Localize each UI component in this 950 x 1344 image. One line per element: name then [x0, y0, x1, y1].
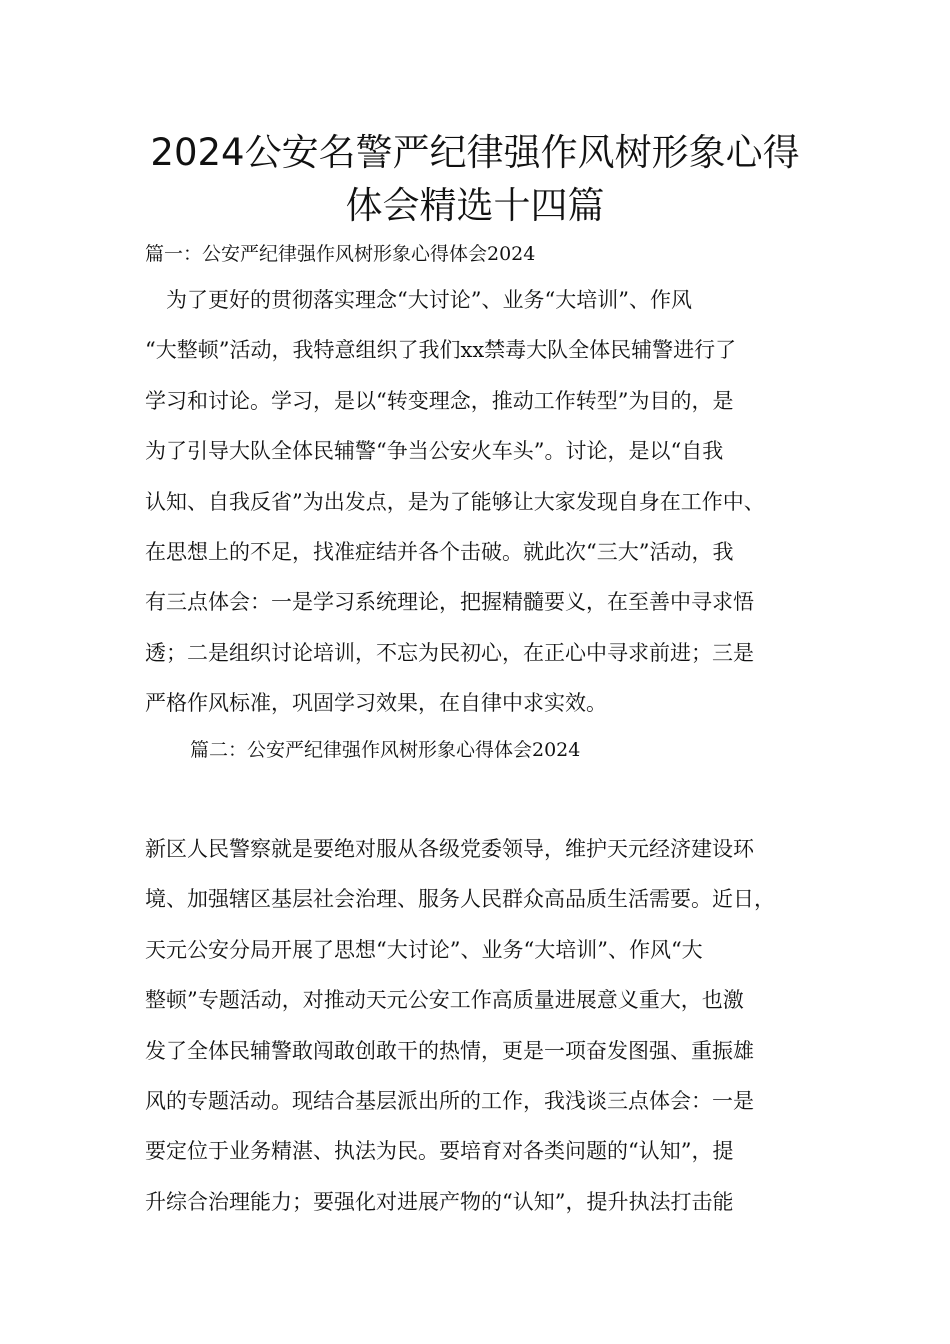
paragraph-line: 学习和讨论。学习，是以“转变理念，推动工作转型”为目的，是	[145, 388, 734, 413]
paragraph-line: 严格作风标准，巩固学习效果，在自律中求实效。	[145, 691, 607, 716]
paragraph-line: 发了全体民辅警敢闯敢创敢干的热情，更是一项奋发图强、重振雄	[145, 1038, 754, 1063]
paragraph-line: 境、加强辖区基层社会治理、服务人民群众高品质生活需要。近日，	[145, 887, 775, 912]
paragraph-line: 整顿”专题活动，对推动天元公安工作高质量进展意义重大，也激	[145, 988, 744, 1013]
section-2-body	[145, 824, 825, 1227]
paragraph-line: 要定位于业务精湛、执法为民。要培育对各类问题的“认知”，提	[145, 1139, 734, 1164]
paragraph-line: 透；二是组织讨论培训，不忘为民初心，在正心中寻求前进；三是	[145, 640, 754, 665]
document-title-line-1: 2024公安名警严纪律强作风树形象心得	[150, 131, 800, 174]
section-1-heading: 篇一：公安严纪律强作风树形象心得体会2024	[145, 243, 536, 265]
paragraph-line: 升综合治理能力；要强化对进展产物的“认知”，提升执法打击能	[145, 1189, 734, 1214]
paragraph-line: 有三点体会：一是学习系统理论，把握精髓要义，在至善中寻求悟	[145, 590, 754, 615]
section-1-body	[145, 275, 825, 729]
section-2-heading: 篇二：公安严纪律强作风树形象心得体会2024	[190, 739, 581, 761]
paragraph-line: 在思想上的不足，找准症结并各个击破。就此次“三大”活动，我	[145, 539, 734, 564]
paragraph-line: 风的专题活动。现结合基层派出所的工作，我浅谈三点体会：一是	[145, 1088, 754, 1113]
paragraph-line: 天元公安分局开展了思想“大讨论”、业务“大培训”、作风“大	[145, 937, 703, 962]
paragraph-line: 认知、自我反省”为出发点，是为了能够让大家发现自身在工作中、	[145, 489, 765, 514]
paragraph-line: 新区人民警察就是要绝对服从各级党委领导，维护天元经济建设环	[145, 837, 754, 861]
document-title-line-2: 体会精选十四篇	[345, 184, 605, 227]
paragraph-line: “大整顿”活动，我特意组织了我们xx禁毒大队全体民辅警进行了	[145, 338, 737, 363]
paragraph-line: 为了更好的贯彻落实理念“大讨论”、业务“大培训”、作风	[145, 288, 692, 312]
paragraph-line: 为了引导大队全体民辅警“争当公安火车头”。讨论，是以“自我	[145, 439, 724, 464]
